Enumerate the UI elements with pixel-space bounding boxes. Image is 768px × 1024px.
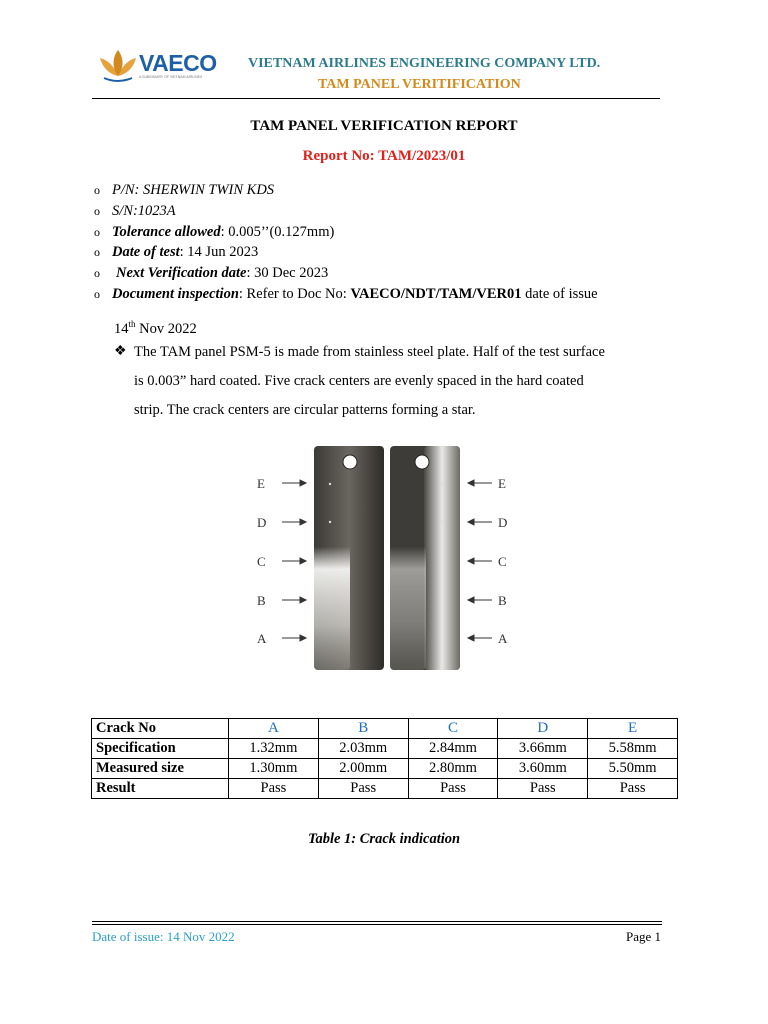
page-number: Page 1 (626, 929, 662, 944)
bullet-icon: o (94, 245, 100, 260)
next-verification (116, 263, 328, 284)
panel-description (134, 338, 674, 425)
right-label-a: A (498, 631, 508, 646)
description-line: is 0.003” hard coated. Five crack centers are evenly spaced in the hard coated (134, 373, 584, 389)
column-header: C (408, 719, 498, 739)
description-line: The TAM panel PSM-5 is made from stainless steel plate. Half of the test surface (134, 344, 605, 360)
table-cell: 2.00mm (318, 759, 408, 779)
right-label-e: E (498, 476, 506, 491)
list-item (92, 284, 692, 305)
test-date (112, 242, 258, 263)
description-line: strip. The crack centers are circular patterns forming a star. (134, 402, 476, 418)
crack-table (91, 718, 678, 799)
right-label-b: B (498, 593, 507, 608)
row-label: Result (92, 779, 229, 799)
next-verification-label: Next Verification date (116, 265, 247, 282)
report-title: TAM PANEL VERIFICATION REPORT (250, 118, 518, 134)
tolerance-value: : 0.005’’(0.127mm) (220, 223, 335, 240)
diamond-bullet-icon: ❖ (114, 344, 127, 359)
left-label-c: C (257, 554, 266, 569)
table-header-row (92, 719, 678, 739)
document-number: VAECO/NDT/TAM/VER01 (350, 285, 522, 302)
right-panel (390, 446, 460, 670)
list-item (92, 222, 692, 243)
logo-subtext: A SUBSIDIARY OF VIETNAM AIRLINES (139, 75, 203, 79)
table-cell: Pass (588, 779, 678, 799)
right-label-c: C (498, 554, 507, 569)
report-number: Report No: TAM/2023/01 (302, 148, 466, 164)
bullet-icon: o (94, 183, 100, 197)
next-verification-value: : 30 Dec 2023 (246, 265, 329, 282)
left-label-e: E (257, 476, 265, 491)
table-cell: 2.03mm (318, 739, 408, 759)
left-panel (314, 446, 384, 670)
table-cell: 3.66mm (498, 739, 588, 759)
left-label-d: D (257, 515, 267, 530)
document-inspection (112, 284, 598, 305)
table-cell: Pass (498, 779, 588, 799)
table-cell: 5.58mm (588, 739, 678, 759)
details-list (92, 180, 692, 335)
row-label: Specification (92, 739, 229, 759)
company-name: VIETNAM AIRLINES ENGINEERING COMPANY LTD. (248, 56, 601, 71)
issue-date: 14th Nov 2022 (114, 318, 197, 337)
list-item (92, 180, 692, 201)
table-row (92, 739, 678, 759)
column-header: B (318, 719, 408, 739)
column-header: D (498, 719, 588, 739)
list-item (92, 201, 692, 222)
document-title-header: TAM PANEL VERITIFICATION (318, 77, 521, 92)
table-cell: Pass (229, 779, 319, 799)
column-header: E (588, 719, 678, 739)
tam-panel-photo (242, 440, 522, 680)
row-label: Measured size (92, 759, 229, 779)
list-item-continuation (92, 305, 692, 335)
arrow-icons (282, 480, 492, 641)
serial-number: S/N:1023A (112, 202, 176, 219)
part-number: P/N: SHERWIN TWIN KDS (112, 182, 275, 198)
table-cell: Pass (408, 779, 498, 799)
list-item (92, 263, 692, 284)
document-inspection-label: Document inspection (112, 285, 239, 302)
table-row (92, 759, 678, 779)
bullet-icon: o (94, 224, 100, 239)
table-cell: 3.60mm (498, 759, 588, 779)
footer-divider (92, 921, 662, 922)
logo-text: VAECO (139, 50, 217, 76)
test-date-value: : 14 Jun 2023 (179, 244, 259, 261)
table-cell: Pass (318, 779, 408, 799)
table-cell: 1.32mm (229, 739, 319, 759)
column-header: A (229, 719, 319, 739)
lotus-icon (100, 50, 136, 81)
tolerance (112, 222, 334, 243)
footer-divider (92, 924, 662, 925)
table-header-label: Crack No (92, 719, 229, 739)
document-inspection-pre: : Refer to Doc No: (238, 285, 351, 302)
table-cell: 2.84mm (408, 739, 498, 759)
left-label-a: A (257, 631, 267, 646)
table-cell: 1.30mm (229, 759, 319, 779)
bullet-icon: o (94, 286, 100, 301)
table-cell: 2.80mm (408, 759, 498, 779)
footer-issue-date: Date of issue: 14 Nov 2022 (92, 929, 235, 944)
header-divider (92, 98, 660, 99)
document-inspection-post: date of issue (521, 285, 598, 302)
bullet-icon: o (94, 266, 100, 281)
list-item (92, 242, 692, 263)
table-cell: 5.50mm (588, 759, 678, 779)
tolerance-label: Tolerance allowed (112, 223, 221, 240)
right-label-d: D (498, 515, 508, 530)
table-caption: Table 1: Crack indication (307, 831, 461, 847)
table-row (92, 779, 678, 799)
test-date-label: Date of test (112, 244, 180, 261)
bullet-icon: o (94, 203, 100, 218)
left-label-b: B (257, 593, 266, 608)
